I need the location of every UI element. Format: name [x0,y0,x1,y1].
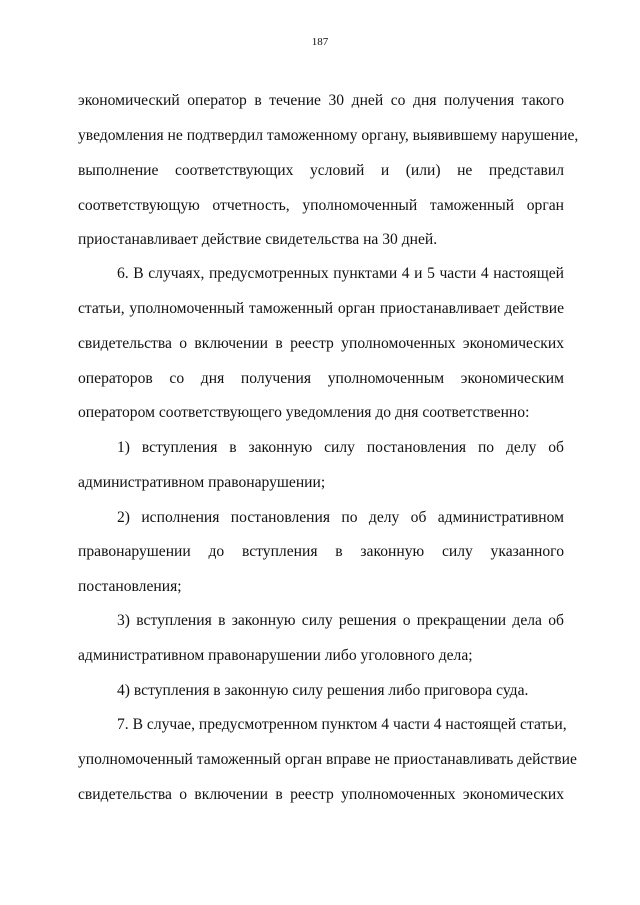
text-line: 7. В случае, предусмотренном пунктом 4 части 4 настоящей статьи, [117,716,567,733]
text-line: правонарушении до вступления в законную силу указанного [78,543,564,560]
text-line: 4) вступления в законную силу решения либо приговора суда. [117,682,529,699]
text-line: свидетельства о включении в реестр уполномоченных экономических [78,335,564,352]
text-line: оператором соответствующего уведомления до дня соответственно: [78,404,530,421]
text-line: статьи, уполномоченный таможенный орган приостанавливает действие [78,300,564,317]
text-line: операторов со дня получения уполномоченным экономическим [78,370,564,387]
text-line: 3) вступления в законную силу решения о прекращении дела об [117,612,564,629]
text-line: соответствующую отчетность, уполномоченный таможенный орган [78,197,564,214]
text-line: постановления; [78,578,182,595]
text-line: 2) исполнения постановления по делу об административном [117,509,564,526]
text-line: экономический оператор в течение 30 дней со дня получения такого [78,92,564,109]
page-number: 187 [311,36,329,48]
text-line: уведомления не подтвердил таможенному органу, выявившему нарушение, [78,127,579,144]
text-line: 6. В случаях, предусмотренных пунктами 4 и 5 части 4 настоящей [117,265,564,282]
text-line: административном правонарушении; [78,474,326,491]
text-line: приостанавливает действие свидетельства на 30 дней. [78,231,438,248]
text-line: 1) вступления в законную силу постановления по делу об [117,439,564,456]
text-line: выполнение соответствующих условий и (или) не представил [78,162,564,179]
text-line: административном правонарушении либо уголовного дела; [78,647,473,664]
text-line: уполномоченный таможенный орган вправе не приостанавливать действие [78,751,577,768]
text-line: свидетельства о включении в реестр уполномоченных экономических [78,786,564,803]
